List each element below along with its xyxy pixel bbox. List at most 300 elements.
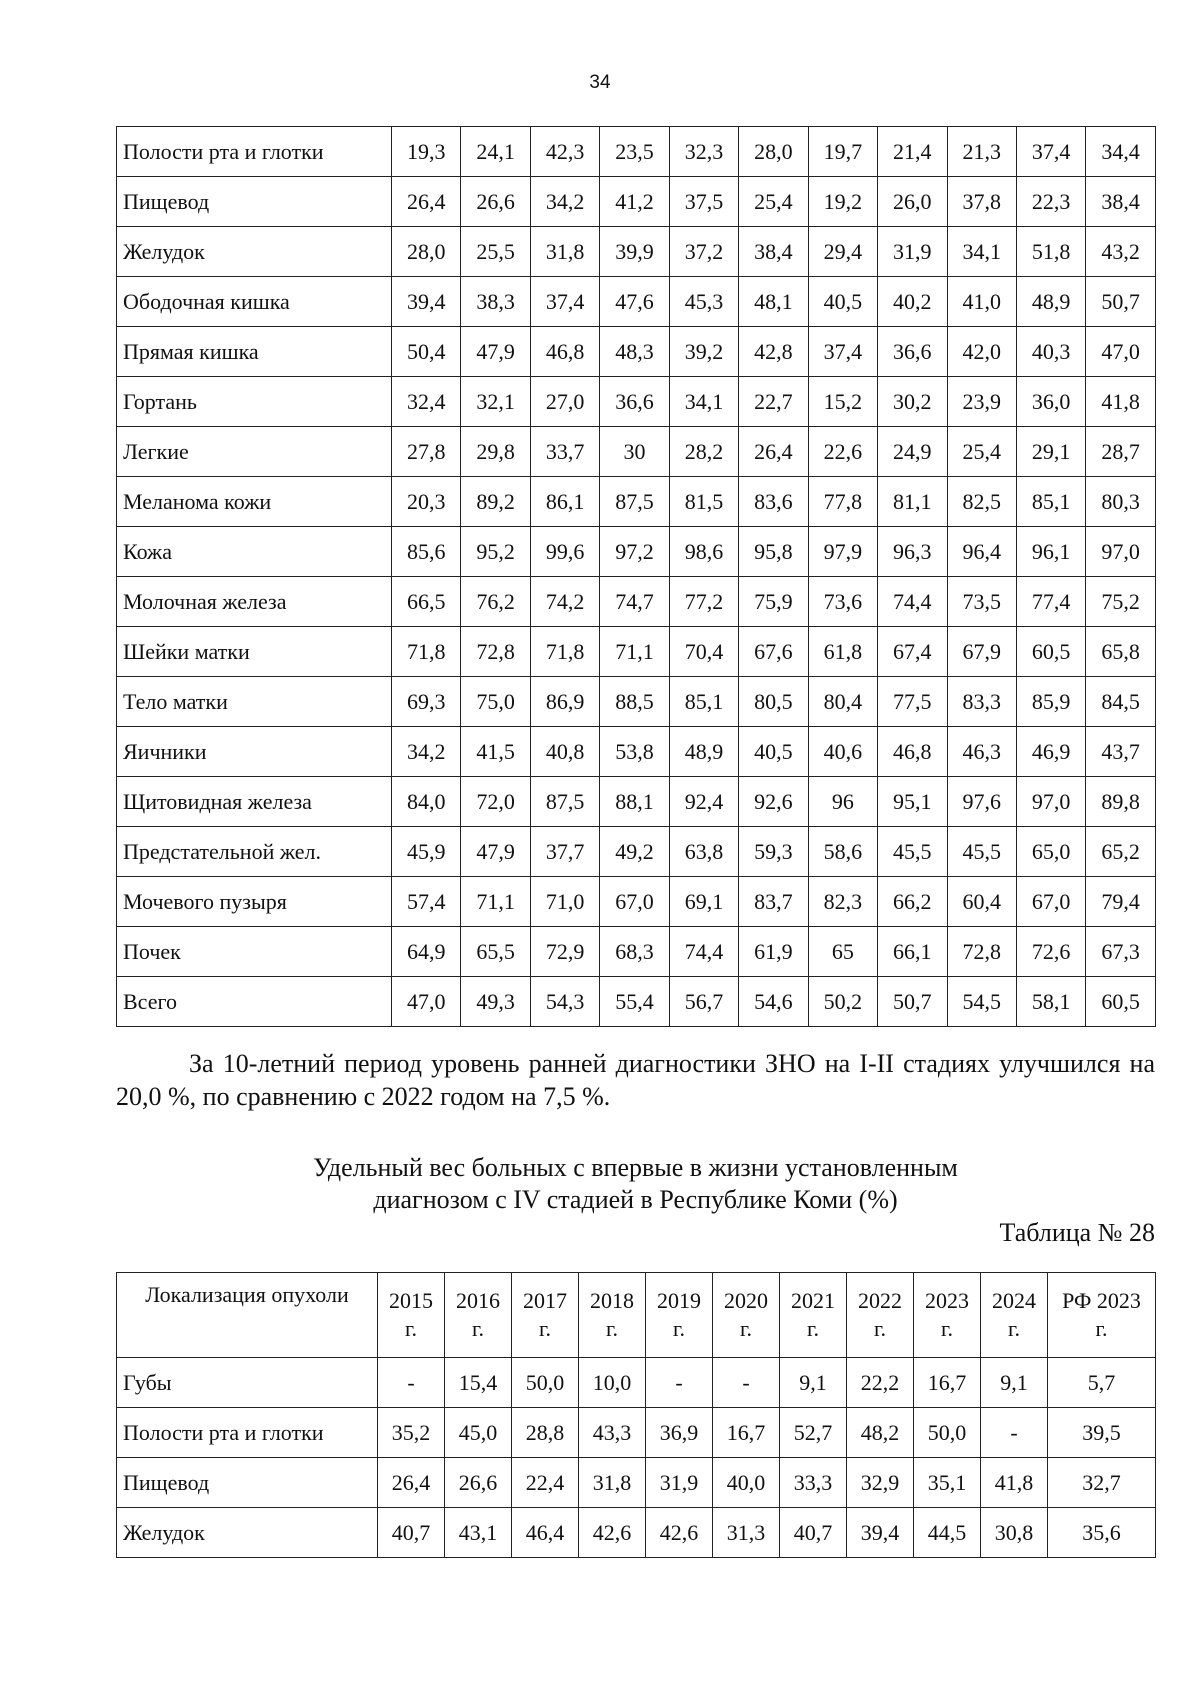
value-cell: 96,4 [947, 527, 1016, 577]
value-cell: 38,4 [1086, 177, 1155, 227]
value-cell: 77,4 [1016, 577, 1085, 627]
value-cell: 71,1 [600, 627, 669, 677]
value-cell: 43,3 [579, 1408, 646, 1458]
value-cell: 24,1 [461, 127, 530, 177]
table-number: Таблица № 28 [999, 1218, 1155, 1247]
value-cell: - [378, 1358, 445, 1408]
value-cell: 65,8 [1086, 627, 1155, 677]
value-cell: 40,5 [739, 727, 808, 777]
table-continuation [116, 126, 1156, 1027]
value-cell: 74,7 [600, 577, 669, 627]
value-cell: 10,0 [579, 1358, 646, 1408]
value-cell: - [646, 1358, 713, 1408]
value-cell: 36,9 [646, 1408, 713, 1458]
value-cell: 45,5 [878, 827, 947, 877]
value-cell: 66,2 [878, 877, 947, 927]
table-row [117, 1408, 1156, 1458]
value-cell: 41,2 [600, 177, 669, 227]
value-cell: 95,1 [878, 777, 947, 827]
table-row [117, 777, 1156, 827]
value-cell: 97,0 [1016, 777, 1085, 827]
value-cell: 26,4 [739, 427, 808, 477]
value-cell: 25,4 [947, 427, 1016, 477]
value-cell: 54,6 [739, 977, 808, 1027]
table-row [117, 1458, 1156, 1508]
value-cell: 82,3 [808, 877, 877, 927]
table-row [117, 527, 1156, 577]
row-label-cell: Молочная железа [117, 577, 392, 627]
value-cell: 53,8 [600, 727, 669, 777]
value-cell: 95,2 [461, 527, 530, 577]
value-cell: 73,6 [808, 577, 877, 627]
row-label-cell: Меланома кожи [117, 477, 392, 527]
value-cell: 21,4 [878, 127, 947, 177]
table-row [117, 327, 1156, 377]
value-cell: 30,2 [878, 377, 947, 427]
value-cell: 26,0 [878, 177, 947, 227]
value-cell: 48,1 [739, 277, 808, 327]
value-cell: 29,8 [461, 427, 530, 477]
row-label-cell: Яичники [117, 727, 392, 777]
header-top-text: 2018 [590, 1288, 634, 1313]
value-cell: 81,1 [878, 477, 947, 527]
value-cell: 29,1 [1016, 427, 1085, 477]
value-cell: 41,8 [1086, 377, 1155, 427]
value-cell: 84,0 [392, 777, 461, 827]
table-title-line-2: диагнозом с IV стадией в Республике Коми (%) [373, 1185, 898, 1214]
value-cell: 9,1 [780, 1358, 847, 1408]
value-cell: 38,3 [461, 277, 530, 327]
table-title-line-1: Удельный вес больных с впервые в жизни установленным [313, 1153, 958, 1182]
header-bottom-text: г. [404, 1316, 418, 1341]
value-cell: 48,3 [600, 327, 669, 377]
value-cell: 85,9 [1016, 677, 1085, 727]
header-cell-year [713, 1273, 780, 1358]
value-cell: 42,0 [947, 327, 1016, 377]
row-label-cell: Пищевод [117, 1458, 378, 1508]
header-top-text: 2015 [389, 1288, 433, 1313]
value-cell: 28,7 [1086, 427, 1155, 477]
value-cell: 42,6 [579, 1508, 646, 1558]
value-cell: 67,0 [600, 877, 669, 927]
value-cell: 87,5 [600, 477, 669, 527]
value-cell: 46,3 [947, 727, 1016, 777]
value-cell: 60,4 [947, 877, 1016, 927]
value-cell: 47,9 [461, 327, 530, 377]
value-cell: 47,9 [461, 827, 530, 877]
value-cell: 45,5 [947, 827, 1016, 877]
value-cell: 24,9 [878, 427, 947, 477]
value-cell: 22,2 [847, 1358, 914, 1408]
value-cell: 37,5 [669, 177, 738, 227]
value-cell: 96,3 [878, 527, 947, 577]
row-label-cell: Мочевого пузыря [117, 877, 392, 927]
value-cell: 72,8 [461, 627, 530, 677]
value-cell: 36,0 [1016, 377, 1085, 427]
value-cell: 36,6 [600, 377, 669, 427]
value-cell: 83,6 [739, 477, 808, 527]
value-cell: 75,0 [461, 677, 530, 727]
value-cell: 41,0 [947, 277, 1016, 327]
value-cell: 95,8 [739, 527, 808, 577]
value-cell: 57,4 [392, 877, 461, 927]
row-label-cell: Желудок [117, 227, 392, 277]
value-cell: 40,8 [530, 727, 599, 777]
value-cell: 15,4 [445, 1358, 512, 1408]
header-cell-year [1048, 1273, 1156, 1358]
header-bottom-text: г. [873, 1316, 887, 1341]
header-top-text: 2021 [791, 1288, 835, 1313]
value-cell: 32,3 [669, 127, 738, 177]
table-row [117, 627, 1156, 677]
table-row [117, 277, 1156, 327]
value-cell: 85,1 [1016, 477, 1085, 527]
value-cell: 46,9 [1016, 727, 1085, 777]
value-cell: 77,8 [808, 477, 877, 527]
header-top-text: 2020 [724, 1288, 768, 1313]
header-top-text: Локализация опухоли [145, 1282, 349, 1307]
value-cell: 19,7 [808, 127, 877, 177]
value-cell: 35,1 [914, 1458, 981, 1508]
value-cell: 77,2 [669, 577, 738, 627]
value-cell: 34,1 [947, 227, 1016, 277]
value-cell: 25,5 [461, 227, 530, 277]
value-cell: 40,3 [1016, 327, 1085, 377]
value-cell: 5,7 [1048, 1358, 1156, 1408]
value-cell: 47,0 [392, 977, 461, 1027]
value-cell: 28,0 [739, 127, 808, 177]
value-cell: 64,9 [392, 927, 461, 977]
table-row [117, 1508, 1156, 1558]
value-cell: 89,2 [461, 477, 530, 527]
value-cell: 41,8 [981, 1458, 1048, 1508]
value-cell: 28,2 [669, 427, 738, 477]
value-cell: 26,4 [378, 1458, 445, 1508]
value-cell: 65,5 [461, 927, 530, 977]
table-row [117, 877, 1156, 927]
value-cell: 80,5 [739, 677, 808, 727]
value-cell: 72,8 [947, 927, 1016, 977]
value-cell: 97,2 [600, 527, 669, 577]
value-cell: 30 [600, 427, 669, 477]
value-cell: 56,7 [669, 977, 738, 1027]
value-cell: 43,7 [1086, 727, 1155, 777]
value-cell: 48,9 [1016, 277, 1085, 327]
value-cell: 47,6 [600, 277, 669, 327]
header-cell-year [378, 1273, 445, 1358]
value-cell: 25,4 [739, 177, 808, 227]
value-cell: 38,4 [739, 227, 808, 277]
header-bottom-text: г. [1095, 1316, 1108, 1341]
value-cell: 67,4 [878, 627, 947, 677]
value-cell: 40,6 [808, 727, 877, 777]
value-cell: 34,4 [1086, 127, 1155, 177]
value-cell: 72,9 [530, 927, 599, 977]
value-cell: 74,2 [530, 577, 599, 627]
row-label-cell: Прямая кишка [117, 327, 392, 377]
value-cell: 37,4 [1016, 127, 1085, 177]
value-cell: 54,3 [530, 977, 599, 1027]
value-cell: 67,3 [1086, 927, 1155, 977]
value-cell: 40,5 [808, 277, 877, 327]
value-cell: 31,8 [530, 227, 599, 277]
value-cell: 87,5 [530, 777, 599, 827]
row-label-cell: Предстательной жел. [117, 827, 392, 877]
row-label-cell: Почек [117, 927, 392, 977]
value-cell: 22,4 [512, 1458, 579, 1508]
value-cell: 28,0 [392, 227, 461, 277]
value-cell: 9,1 [981, 1358, 1048, 1408]
row-label-cell: Полости рта и глотки [117, 127, 392, 177]
header-top-text: 2022 [858, 1288, 902, 1313]
header-bottom-text: г. [940, 1316, 954, 1341]
header-top-text: 2017 [523, 1288, 567, 1313]
value-cell: 19,3 [392, 127, 461, 177]
value-cell: 39,9 [600, 227, 669, 277]
table-row [117, 177, 1156, 227]
value-cell: 88,5 [600, 677, 669, 727]
value-cell: 71,8 [530, 627, 599, 677]
value-cell: 35,6 [1048, 1508, 1156, 1558]
value-cell: 31,9 [878, 227, 947, 277]
value-cell: 81,5 [669, 477, 738, 527]
header-bottom-text: г. [471, 1316, 485, 1341]
value-cell: 58,1 [1016, 977, 1085, 1027]
value-cell: 76,2 [461, 577, 530, 627]
value-cell: 71,1 [461, 877, 530, 927]
value-cell: 48,9 [669, 727, 738, 777]
value-cell: 45,9 [392, 827, 461, 877]
value-cell: 75,2 [1086, 577, 1155, 627]
value-cell: 96 [808, 777, 877, 827]
row-label-cell: Легкие [117, 427, 392, 477]
value-cell: 52,7 [780, 1408, 847, 1458]
value-cell: 37,4 [530, 277, 599, 327]
value-cell: 31,9 [646, 1458, 713, 1508]
header-cell-year [981, 1273, 1048, 1358]
value-cell: 50,0 [512, 1358, 579, 1408]
value-cell: 40,7 [378, 1508, 445, 1558]
value-cell: 75,9 [739, 577, 808, 627]
value-cell: - [981, 1408, 1048, 1458]
table-row [117, 477, 1156, 527]
value-cell: 46,4 [512, 1508, 579, 1558]
value-cell: 27,0 [530, 377, 599, 427]
value-cell: 60,5 [1086, 977, 1155, 1027]
value-cell: 70,4 [669, 627, 738, 677]
header-top-text: 2019 [657, 1288, 701, 1313]
value-cell: 22,7 [739, 377, 808, 427]
value-cell: 50,7 [1086, 277, 1155, 327]
value-cell: 72,6 [1016, 927, 1085, 977]
value-cell: 37,8 [947, 177, 1016, 227]
table-row [117, 377, 1156, 427]
header-cell-year [445, 1273, 512, 1358]
value-cell: 49,3 [461, 977, 530, 1027]
value-cell: 88,1 [600, 777, 669, 827]
value-cell: 48,2 [847, 1408, 914, 1458]
value-cell: 32,4 [392, 377, 461, 427]
table-header-row [117, 1273, 1156, 1358]
value-cell: 54,5 [947, 977, 1016, 1027]
value-cell: 67,6 [739, 627, 808, 677]
value-cell: 26,4 [392, 177, 461, 227]
row-label-cell: Ободочная кишка [117, 277, 392, 327]
row-label-cell: Всего [117, 977, 392, 1027]
value-cell: 55,4 [600, 977, 669, 1027]
value-cell: 39,5 [1048, 1408, 1156, 1458]
row-label-cell: Гортань [117, 377, 392, 427]
value-cell: 79,4 [1086, 877, 1155, 927]
table-row [117, 927, 1156, 977]
value-cell: 47,0 [1086, 327, 1155, 377]
value-cell: 26,6 [461, 177, 530, 227]
table-row [117, 677, 1156, 727]
value-cell: 83,7 [739, 877, 808, 927]
value-cell: 99,6 [530, 527, 599, 577]
value-cell: 50,0 [914, 1408, 981, 1458]
value-cell: 71,0 [530, 877, 599, 927]
value-cell: 89,8 [1086, 777, 1155, 827]
header-top-text: 2023 [925, 1288, 969, 1313]
value-cell: 40,2 [878, 277, 947, 327]
value-cell: 37,2 [669, 227, 738, 277]
value-cell: - [713, 1358, 780, 1408]
value-cell: 82,5 [947, 477, 1016, 527]
value-cell: 16,7 [713, 1408, 780, 1458]
header-cell-year [512, 1273, 579, 1358]
value-cell: 49,2 [600, 827, 669, 877]
value-cell: 61,9 [739, 927, 808, 977]
value-cell: 34,2 [392, 727, 461, 777]
value-cell: 84,5 [1086, 677, 1155, 727]
value-cell: 36,6 [878, 327, 947, 377]
header-bottom-text: г. [806, 1316, 820, 1341]
value-cell: 61,8 [808, 627, 877, 677]
value-cell: 37,4 [808, 327, 877, 377]
row-label-cell: Шейки матки [117, 627, 392, 677]
value-cell: 39,2 [669, 327, 738, 377]
header-cell-year [847, 1273, 914, 1358]
value-cell: 74,4 [669, 927, 738, 977]
value-cell: 44,5 [914, 1508, 981, 1558]
value-cell: 32,9 [847, 1458, 914, 1508]
value-cell: 69,1 [669, 877, 738, 927]
value-cell: 30,8 [981, 1508, 1048, 1558]
value-cell: 35,2 [378, 1408, 445, 1458]
value-cell: 65,2 [1086, 827, 1155, 877]
value-cell: 43,2 [1086, 227, 1155, 277]
value-cell: 69,3 [392, 677, 461, 727]
page-number: 34 [589, 72, 611, 93]
value-cell: 80,3 [1086, 477, 1155, 527]
row-label-cell: Тело матки [117, 677, 392, 727]
value-cell: 86,9 [530, 677, 599, 727]
value-cell: 45,0 [445, 1408, 512, 1458]
value-cell: 86,1 [530, 477, 599, 527]
value-cell: 42,6 [646, 1508, 713, 1558]
table-row [117, 577, 1156, 627]
value-cell: 42,8 [739, 327, 808, 377]
header-bottom-text: г. [672, 1316, 686, 1341]
value-cell: 40,7 [780, 1508, 847, 1558]
value-cell: 71,8 [392, 627, 461, 677]
value-cell: 58,6 [808, 827, 877, 877]
header-top-text: 2024 [992, 1288, 1036, 1313]
header-top-text: РФ 2023 [1062, 1288, 1141, 1313]
table-row [117, 827, 1156, 877]
value-cell: 97,9 [808, 527, 877, 577]
value-cell: 20,3 [392, 477, 461, 527]
table-row [117, 727, 1156, 777]
value-cell: 51,8 [1016, 227, 1085, 277]
value-cell: 85,1 [669, 677, 738, 727]
header-bottom-text: г. [605, 1316, 619, 1341]
value-cell: 65,0 [1016, 827, 1085, 877]
value-cell: 16,7 [914, 1358, 981, 1408]
row-label-cell: Губы [117, 1358, 378, 1408]
value-cell: 22,6 [808, 427, 877, 477]
value-cell: 92,6 [739, 777, 808, 827]
value-cell: 50,2 [808, 977, 877, 1027]
header-cell-year [780, 1273, 847, 1358]
row-label-cell: Пищевод [117, 177, 392, 227]
table-row [117, 427, 1156, 477]
value-cell: 42,3 [530, 127, 599, 177]
value-cell: 46,8 [878, 727, 947, 777]
value-cell: 33,3 [780, 1458, 847, 1508]
header-cell-year [914, 1273, 981, 1358]
table-row [117, 1358, 1156, 1408]
value-cell: 59,3 [739, 827, 808, 877]
value-cell: 96,1 [1016, 527, 1085, 577]
value-cell: 29,4 [808, 227, 877, 277]
value-cell: 39,4 [847, 1508, 914, 1558]
value-cell: 74,4 [878, 577, 947, 627]
value-cell: 28,8 [512, 1408, 579, 1458]
value-cell: 72,0 [461, 777, 530, 827]
value-cell: 97,6 [947, 777, 1016, 827]
value-cell: 50,4 [392, 327, 461, 377]
value-cell: 19,2 [808, 177, 877, 227]
value-cell: 27,8 [392, 427, 461, 477]
value-cell: 85,6 [392, 527, 461, 577]
value-cell: 67,9 [947, 627, 1016, 677]
value-cell: 21,3 [947, 127, 1016, 177]
value-cell: 73,5 [947, 577, 1016, 627]
value-cell: 32,1 [461, 377, 530, 427]
value-cell: 15,2 [808, 377, 877, 427]
value-cell: 46,8 [530, 327, 599, 377]
value-cell: 34,1 [669, 377, 738, 427]
value-cell: 37,7 [530, 827, 599, 877]
row-label-cell: Щитовидная железа [117, 777, 392, 827]
header-cell-localization [117, 1273, 378, 1358]
header-bottom-text: г. [1007, 1316, 1021, 1341]
row-label-cell: Кожа [117, 527, 392, 577]
value-cell: 67,0 [1016, 877, 1085, 927]
value-cell: 65 [808, 927, 877, 977]
value-cell: 39,4 [392, 277, 461, 327]
value-cell: 23,9 [947, 377, 1016, 427]
header-bottom-text: г. [538, 1316, 552, 1341]
header-cell-year [579, 1273, 646, 1358]
value-cell: 97,0 [1086, 527, 1155, 577]
table-row [117, 227, 1156, 277]
header-bottom-text: г. [739, 1316, 753, 1341]
header-top-text: 2016 [456, 1288, 500, 1313]
value-cell: 45,3 [669, 277, 738, 327]
